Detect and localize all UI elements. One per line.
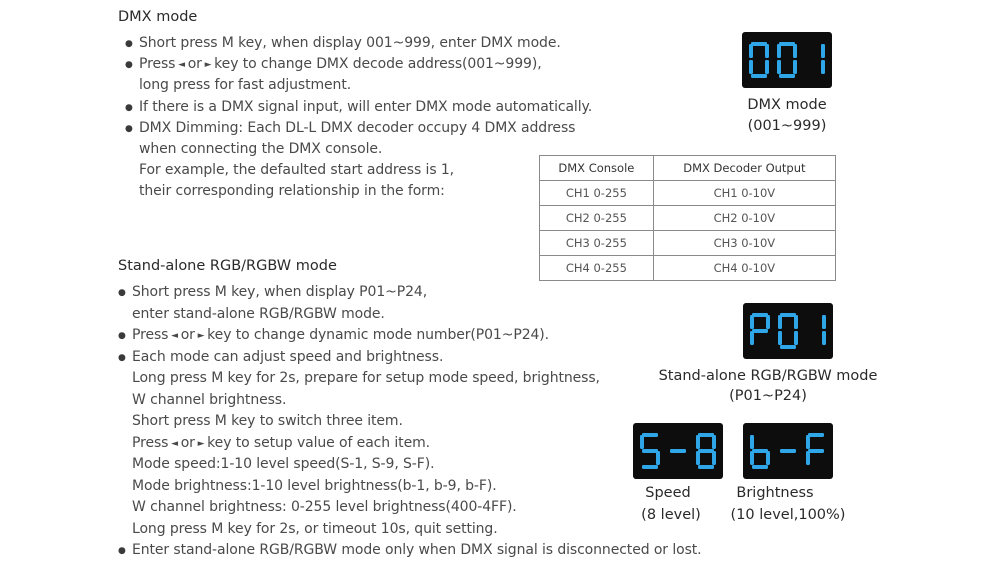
table-header-console: DMX Console	[540, 156, 654, 181]
display-segment	[808, 449, 824, 453]
display-segment	[822, 315, 826, 329]
display-segment	[780, 313, 796, 317]
line-text: key to setup value of each item.	[207, 434, 430, 451]
display-segment	[750, 315, 754, 329]
display-segment	[808, 433, 824, 437]
standalone-mode-heading: Stand-alone RGB/RGBW mode	[118, 258, 337, 274]
display-segment	[793, 60, 797, 74]
right-triangle-icon: ►	[201, 60, 215, 71]
instruction-line: when connecting the DMX console.	[139, 141, 383, 157]
instruction-line: Long press M key for 2s, prepare for setup mode speed, brightness,	[132, 370, 600, 386]
instruction-line: Short press M key to switch three item.	[132, 413, 403, 429]
display-segment	[793, 44, 797, 58]
display-segment	[751, 74, 767, 78]
standalone-display-caption: Stand-alone RGB/RGBW mode	[658, 368, 878, 384]
line-text: key to change DMX decode address(001~999),	[214, 56, 542, 73]
display-segment	[750, 435, 754, 449]
display-segment	[749, 44, 753, 58]
display-segment	[640, 435, 644, 449]
display-segment	[806, 435, 810, 449]
display-segment	[779, 42, 795, 46]
line-text: or	[180, 327, 195, 343]
display-segment	[780, 345, 796, 349]
display-segment	[696, 451, 700, 465]
bullet-item: ● Short press M key, when display P01~P24,	[132, 284, 427, 300]
brightness-level-caption: (10 level,100%)	[730, 507, 846, 523]
bullet-item: ● DMX Dimming: Each DL-L DMX decoder occupy 4 DMX address	[139, 120, 575, 136]
display-segment	[698, 449, 714, 453]
line-text: Press	[132, 327, 169, 343]
display-segment	[712, 451, 716, 465]
table-cell: CH4 0-255	[540, 256, 654, 281]
instruction-line: Mode speed:1-10 level speed(S-1, S-9, S-F).	[132, 456, 435, 472]
display-segment	[752, 449, 768, 453]
display-segment	[712, 435, 716, 449]
display-segment	[752, 313, 768, 317]
display-segment	[765, 60, 769, 74]
dmx-mapping-table	[539, 155, 836, 281]
display-segment	[696, 435, 700, 449]
table-cell: CH3 0-255	[540, 231, 654, 256]
instruction-line: long press for fast adjustment.	[139, 77, 352, 94]
bullet-item	[139, 56, 542, 72]
display-segment	[765, 44, 769, 58]
standalone-display-range: (P01~P24)	[729, 388, 807, 404]
brightness-display	[743, 423, 833, 479]
table-cell: CH1 0-255	[540, 181, 654, 206]
display-segment	[778, 331, 782, 345]
dmx-display-range: (001~999)	[747, 118, 827, 134]
table-cell: CH2 0-10V	[653, 206, 835, 231]
dmx-display-caption: DMX mode	[747, 97, 827, 113]
instruction-line: Long press M key for 2s, or timeout 10s, quit setting.	[132, 520, 498, 537]
bullet-item: ● Enter stand-alone RGB/RGBW mode only when DMX signal is disconnected or lost.	[132, 542, 702, 558]
display-segment	[698, 433, 714, 437]
line-text: key to change dynamic mode number(P01~P24).	[207, 327, 550, 343]
display-segment	[794, 315, 798, 329]
instruction-line: enter stand-alone RGB/RGBW mode.	[132, 305, 385, 322]
display-segment	[821, 60, 825, 74]
display-segment	[777, 44, 781, 58]
display-segment	[766, 451, 770, 465]
table-cell: CH1 0-10V	[653, 181, 835, 206]
left-triangle-icon: ◄	[168, 438, 181, 449]
speed-level-caption: (8 level)	[641, 507, 701, 523]
right-triangle-icon: ►	[194, 331, 208, 341]
display-segment	[642, 465, 658, 469]
table-row	[540, 231, 836, 256]
dmx-address-display	[742, 32, 832, 88]
display-segment	[752, 329, 768, 333]
table-header-row	[540, 156, 836, 181]
display-segment	[806, 451, 810, 465]
instruction-line: Mode brightness:1-10 level brightness(b-1, b-9, b-F).	[132, 477, 497, 494]
standalone-mode-display	[743, 303, 833, 359]
display-segment	[822, 331, 826, 345]
right-triangle-icon: ►	[194, 438, 208, 449]
left-triangle-icon: ◄	[168, 331, 181, 341]
display-segment	[670, 449, 686, 453]
table-cell: CH4 0-10V	[653, 256, 835, 281]
display-segment	[780, 449, 796, 453]
table-cell: CH3 0-10V	[653, 231, 835, 256]
table-header-output: DMX Decoder Output	[653, 156, 835, 181]
table-row	[540, 206, 836, 231]
display-segment	[794, 331, 798, 345]
bullet-item	[132, 327, 549, 343]
speed-caption: Speed	[645, 485, 691, 501]
display-segment	[642, 433, 658, 437]
instruction-line: W channel brightness.	[132, 391, 287, 408]
line-text: Press	[139, 56, 176, 73]
display-segment	[821, 44, 825, 58]
dmx-mode-heading: DMX mode	[118, 9, 198, 25]
line-text: or	[187, 56, 202, 73]
display-segment	[698, 465, 714, 469]
instruction-line	[132, 435, 430, 451]
display-segment	[642, 449, 658, 453]
instruction-line: their corresponding relationship in the form:	[139, 183, 445, 200]
table-cell: CH2 0-255	[540, 206, 654, 231]
display-segment	[749, 60, 753, 74]
display-segment	[750, 451, 754, 465]
display-segment	[779, 74, 795, 78]
instruction-line: For example, the defaulted start address is 1,	[139, 162, 455, 179]
display-segment	[777, 60, 781, 74]
left-triangle-icon: ◄	[175, 60, 188, 71]
table-row	[540, 256, 836, 281]
line-text: or	[180, 434, 195, 451]
display-segment	[656, 451, 660, 465]
line-text: Press	[132, 434, 169, 451]
display-segment	[750, 331, 754, 345]
speed-display	[633, 423, 723, 479]
display-segment	[766, 315, 770, 329]
bullet-item: ● Each mode can adjust speed and brightness.	[132, 349, 443, 365]
display-segment	[751, 42, 767, 46]
brightness-caption: Brightness	[736, 485, 814, 501]
instruction-line: W channel brightness: 0-255 level brightness(400-4FF).	[132, 499, 517, 515]
bullet-item: ● If there is a DMX signal input, will enter DMX mode automatically.	[139, 99, 592, 115]
display-segment	[778, 315, 782, 329]
bullet-item: ● Short press M key, when display 001~999, enter DMX mode.	[139, 35, 561, 51]
display-segment	[752, 465, 768, 469]
table-row	[540, 181, 836, 206]
